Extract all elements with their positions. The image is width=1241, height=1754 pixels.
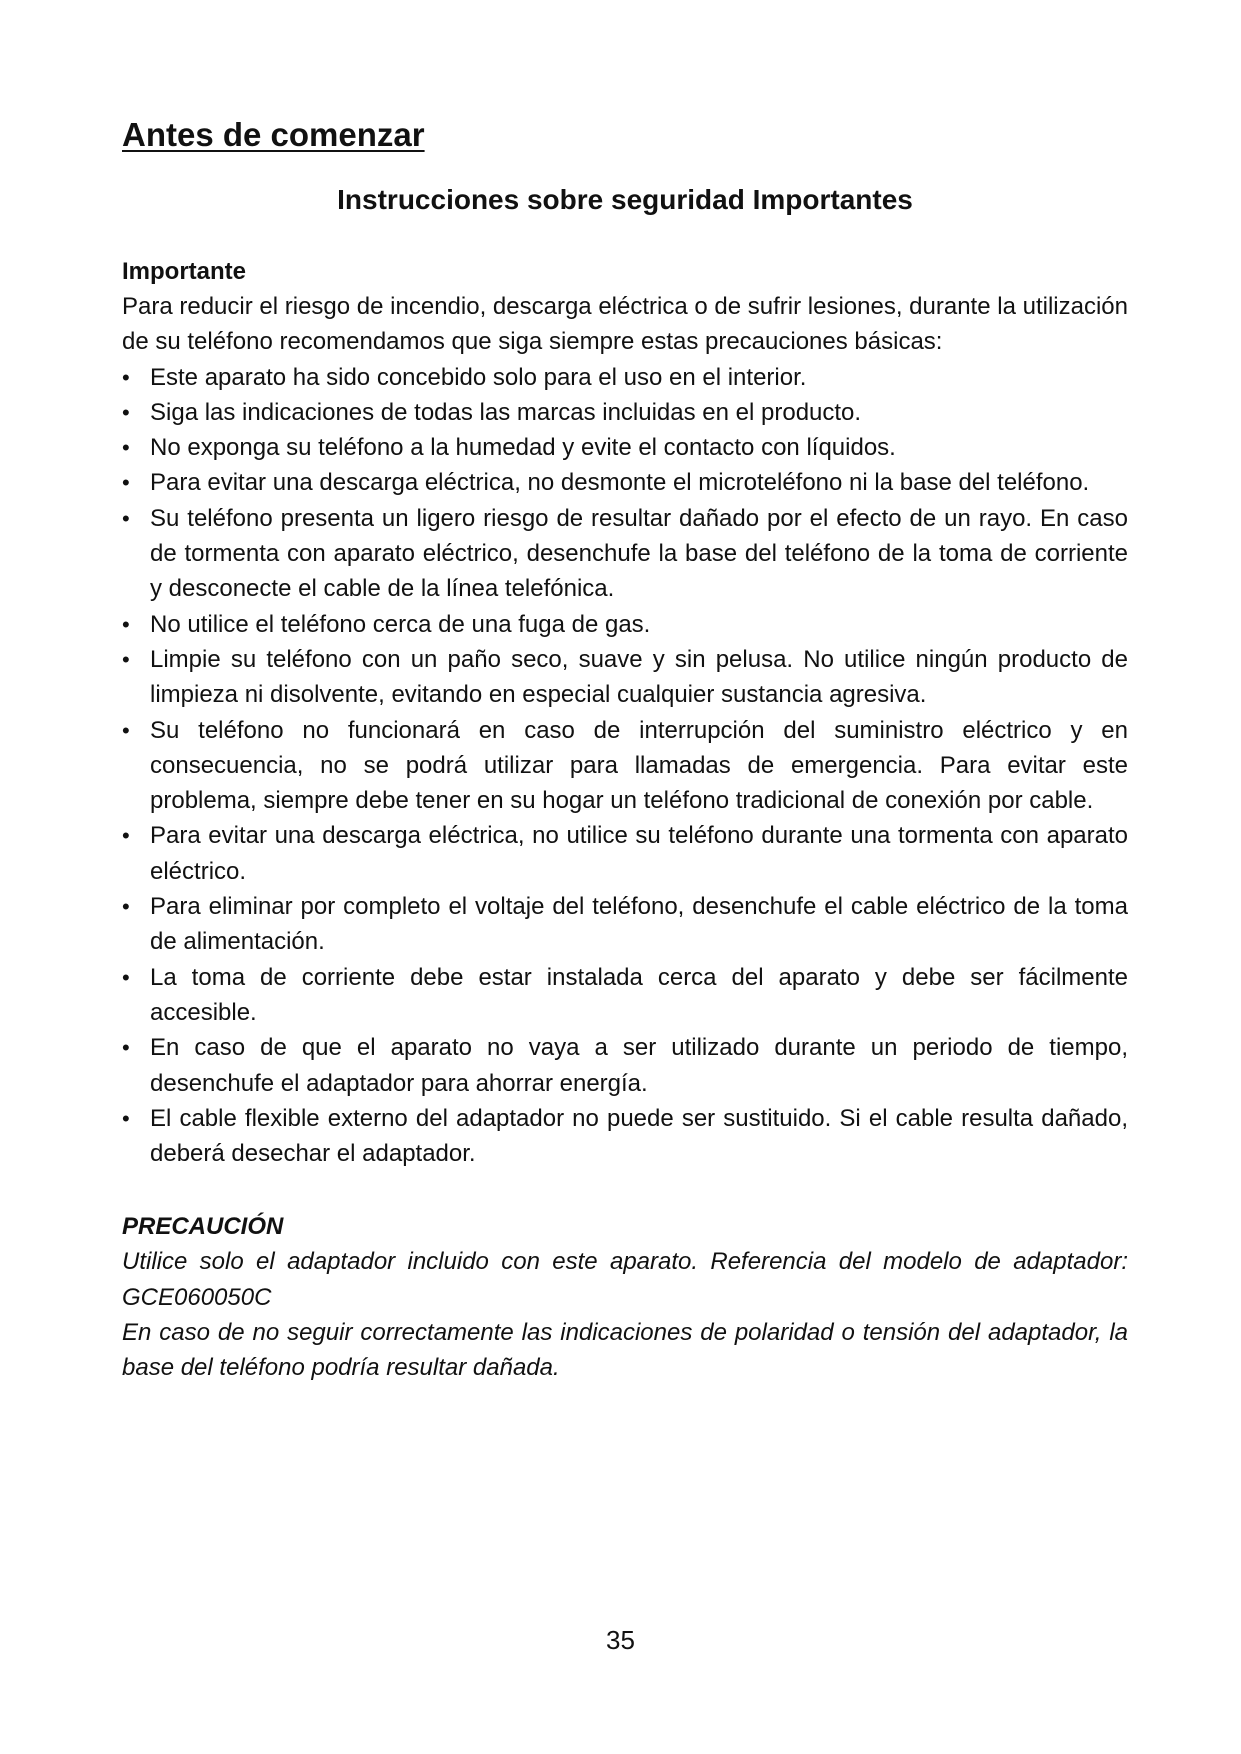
safety-rule-text: Para evitar una descarga eléctrica, no utilice su teléfono durante una tormenta con aparato eléctrico. [150, 822, 1128, 885]
safety-rule [122, 1030, 1128, 1101]
bullet-icon: • [122, 1035, 130, 1061]
bullet-icon: • [122, 823, 130, 849]
safety-rule [122, 465, 1128, 500]
bullet-icon: • [122, 964, 130, 990]
bullet-icon: • [122, 505, 130, 531]
bullet-icon: • [122, 1105, 130, 1131]
important-label: Importante [122, 258, 247, 285]
bullet-icon: • [122, 717, 130, 743]
page-number: 35 [606, 1625, 635, 1655]
section-title: Antes de comenzar [122, 116, 425, 153]
bullet-icon: • [122, 399, 130, 425]
safety-rule-text: Para evitar una descarga eléctrica, no desmonte el microteléfono ni la base del teléfono. [150, 469, 1090, 497]
safety-rule [122, 607, 1128, 642]
safety-rule [122, 818, 1128, 889]
safety-rule-text: No exponga su teléfono a la humedad y evite el contacto con líquidos. [150, 434, 896, 462]
bullet-icon: • [122, 435, 130, 461]
caution-title: PRECAUCIÓN [122, 1213, 284, 1241]
safety-rule-text: No utilice el teléfono cerca de una fuga de gas. [150, 610, 651, 638]
caution-text: En caso de no seguir correctamente las indicaciones de polaridad o tensión del adaptador, la base del teléfono podría resultar dañada. [122, 1319, 1128, 1382]
safety-subtitle: Instrucciones sobre seguridad Importantes [337, 184, 913, 215]
caution-text: Utilice solo el adaptador incluido con este aparato. Referencia del modelo de adaptador: GCE060050C [122, 1248, 1128, 1311]
bullet-icon: • [122, 470, 130, 496]
manual-page [122, 112, 1128, 1386]
safety-rule-text: Su teléfono presenta un ligero riesgo de resultar dañado por el efecto de un rayo. En caso de tormenta con aparato eléctrico, desenchufe la base del teléfono de la toma de corriente y desconecte el cable de la línea telefónica. [150, 504, 1128, 603]
safety-rule-text: La toma de corriente debe estar instalada cerca del aparato y debe ser fácilmente accesible. [150, 963, 1128, 1026]
safety-rule-text: Este aparato ha sido concebido solo para el uso en el interior. [150, 363, 807, 391]
safety-rule [122, 501, 1128, 607]
safety-rule [122, 360, 1128, 395]
safety-rule-text: Para eliminar por completo el voltaje del teléfono, desenchufe el cable eléctrico de la toma de alimentación. [150, 893, 1128, 956]
safety-rule-text: Limpie su teléfono con un paño seco, suave y sin pelusa. No utilice ningún producto de limpieza ni disolvente, evitando en especial cualquier sustancia agresiva. [150, 645, 1128, 709]
safety-rule [122, 642, 1128, 713]
bullet-icon: • [122, 646, 130, 672]
bullet-icon: • [122, 364, 130, 390]
safety-rule-text: El cable flexible externo del adaptador no puede ser sustituido. Si el cable resulta dañado, deberá desechar el adaptador. [150, 1104, 1128, 1168]
safety-rule-text: Siga las indicaciones de todas las marcas incluidas en el producto. [150, 398, 862, 426]
safety-rule [122, 713, 1128, 819]
safety-rule-text: En caso de que el aparato no vaya a ser utilizado durante un periodo de tiempo, desenchufe el adaptador para ahorrar energía. [150, 1034, 1128, 1097]
safety-rule [122, 1101, 1128, 1172]
bullet-icon: • [122, 611, 130, 637]
safety-rule [122, 960, 1128, 1031]
safety-rule [122, 395, 1128, 430]
bullet-icon: • [122, 894, 130, 920]
safety-rule [122, 889, 1128, 960]
intro-paragraph: Para reducir el riesgo de incendio, descarga eléctrica o de sufrir lesiones, durante la utilización de su teléfono recomendamos que siga siempre estas precauciones básicas: [122, 293, 1128, 356]
safety-rule [122, 430, 1128, 465]
safety-rules-list [122, 360, 1128, 1172]
safety-rule-text: Su teléfono no funcionará en caso de interrupción del suministro eléctrico y en consecuencia, no se podrá utilizar para llamadas de emergencia. Para evitar este problema, siempre debe tener en su hogar un teléfono tradicional de conexión por cable. [150, 716, 1128, 815]
